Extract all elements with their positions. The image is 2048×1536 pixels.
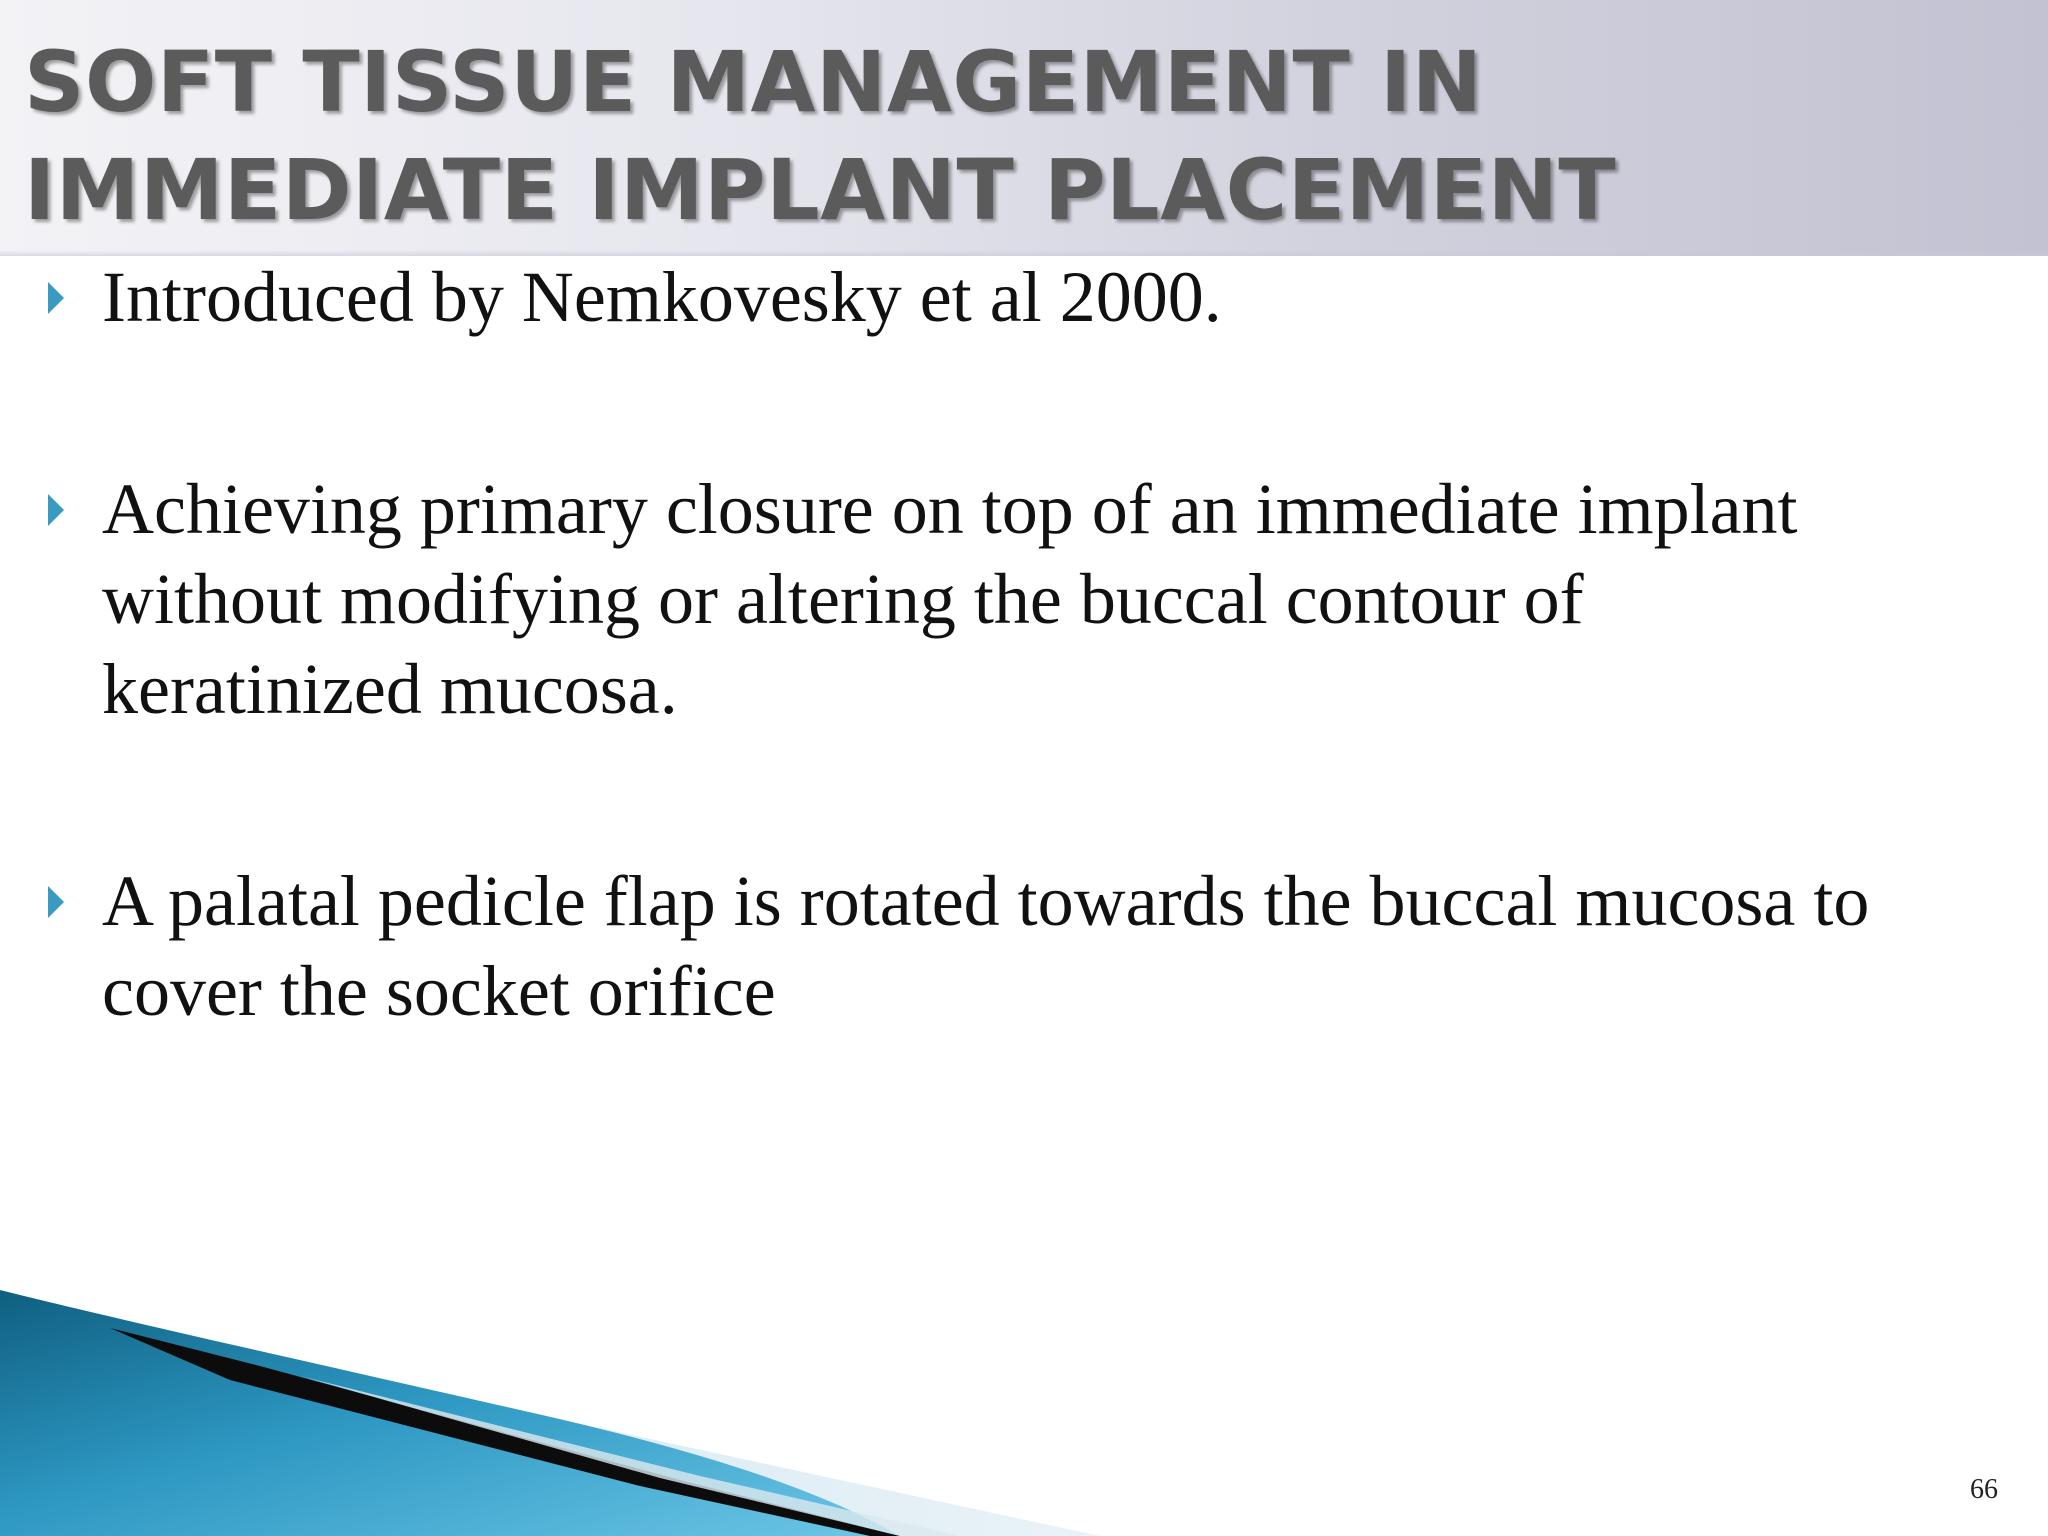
page-number: 66 <box>1970 1474 1998 1505</box>
triangle-right-icon <box>48 494 64 526</box>
triangle-right-icon <box>48 886 64 918</box>
bullet-text: Introduced by Nemkovesky et al 2000. <box>102 257 1222 337</box>
slide-title: SOFT TISSUE MANAGEMENT IN IMMEDIATE IMPLANT PLACEMENT <box>24 33 1617 239</box>
bullet-text: Achieving primary closure on top of an immediate implant without modifying or altering the buccal contour of keratinized mucosa. <box>102 469 1798 729</box>
triangle-right-icon <box>48 282 64 314</box>
corner-swoosh-decoration <box>0 1280 2048 1536</box>
bullet-text: A palatal pedicle flap is rotated towards the buccal mucosa to cover the socket orifice <box>102 861 1870 1031</box>
